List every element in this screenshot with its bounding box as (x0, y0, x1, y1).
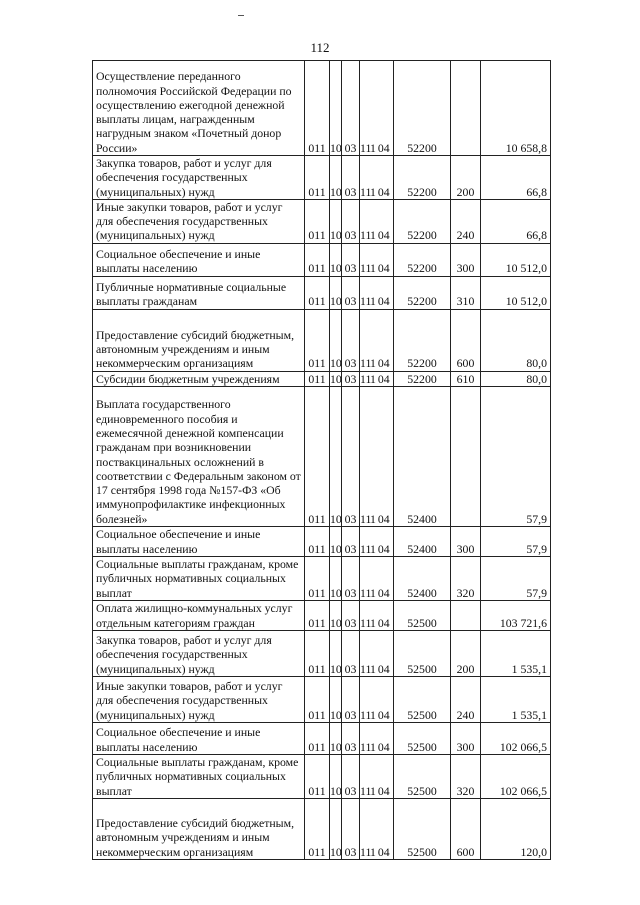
amount-value: 57,9 (481, 387, 551, 527)
table-row (93, 600, 551, 630)
expense-type-code: 300 (451, 243, 481, 276)
main-event-code: 04 (375, 722, 394, 754)
expense-type-code: 320 (451, 754, 481, 798)
row-name: Публичные нормативные социальные выплаты гражданам (93, 276, 305, 309)
ministry-code: 011 (305, 243, 330, 276)
program-number: 11 (360, 184, 372, 199)
direction-code: 52500 (394, 676, 451, 722)
table-row (93, 676, 551, 722)
row-name: Закупка товаров, работ и услуг для обеспечения государственных (муниципальных) нужд (93, 630, 305, 676)
subsection-code: 03 (342, 387, 360, 527)
main-event-code: 04 (375, 527, 394, 557)
table-row (93, 61, 551, 156)
row-name: Осуществление переданного полномочия Российской Федерации по осуществлению ежегодной денежной выплаты лицам, награжденным нагрудным знаком «Почетный донор России» (93, 61, 305, 156)
row-name: Иные закупки товаров, работ и услуг для обеспечения государственных (муниципальных) нужд (93, 676, 305, 722)
program-code (360, 199, 375, 243)
subsection-code: 03 (342, 600, 360, 630)
section-code: 10 (330, 371, 342, 386)
table-row (93, 243, 551, 276)
amount-value: 66,8 (481, 199, 551, 243)
top-dash-mark (238, 15, 244, 16)
main-event-code: 04 (375, 387, 394, 527)
amount-value: 120,0 (481, 798, 551, 859)
program-number: 11 (360, 844, 372, 859)
row-name: Социальное обеспечение и иные выплаты населению (93, 722, 305, 754)
section-code: 10 (330, 722, 342, 754)
program-code (360, 387, 375, 527)
ministry-code: 011 (305, 199, 330, 243)
amount-value: 10 512,0 (481, 276, 551, 309)
main-event-code: 04 (375, 798, 394, 859)
expense-type-code (451, 61, 481, 156)
ministry-code: 011 (305, 754, 330, 798)
ministry-code: 011 (305, 798, 330, 859)
subsection-code: 03 (342, 630, 360, 676)
program-code (360, 156, 375, 200)
program-number: 11 (360, 356, 372, 371)
expense-type-code: 240 (451, 676, 481, 722)
amount-value: 10 658,8 (481, 61, 551, 156)
direction-code: 52200 (394, 276, 451, 309)
subprogram-number: 1 (370, 783, 376, 798)
main-event-code: 04 (375, 156, 394, 200)
table-row (93, 527, 551, 557)
program-code (360, 630, 375, 676)
direction-code: 52200 (394, 243, 451, 276)
amount-value: 80,0 (481, 371, 551, 386)
main-event-code: 04 (375, 61, 394, 156)
program-number: 11 (360, 541, 372, 556)
ministry-code: 011 (305, 371, 330, 386)
row-name: Иные закупки товаров, работ и услуг для обеспечения государственных (муниципальных) нужд (93, 199, 305, 243)
program-number: 11 (360, 228, 372, 243)
main-event-code: 04 (375, 199, 394, 243)
amount-value: 57,9 (481, 527, 551, 557)
section-code: 10 (330, 276, 342, 309)
program-number: 11 (360, 371, 372, 386)
row-name: Социальное обеспечение и иные выплаты населению (93, 243, 305, 276)
direction-code: 52200 (394, 199, 451, 243)
row-name: Выплата государственного единовременного пособия и ежемесячной денежной компенсации гражданам при возникновении поствакцинальных осложнений в соответствии с Федеральным законом от 17 сентября 1998 года №157-ФЗ «Об иммунопрофилактике инфекционных болезней» (93, 387, 305, 527)
subprogram-number: 1 (370, 261, 376, 276)
direction-code: 52400 (394, 557, 451, 601)
row-name: Социальные выплаты гражданам, кроме публичных нормативных социальных выплат (93, 557, 305, 601)
subprogram-number: 1 (370, 585, 376, 600)
table-row (93, 387, 551, 527)
program-code (360, 527, 375, 557)
program-number: 11 (360, 585, 372, 600)
table-row (93, 722, 551, 754)
direction-code: 52500 (394, 630, 451, 676)
table-row (93, 199, 551, 243)
amount-value: 102 066,5 (481, 754, 551, 798)
section-code: 10 (330, 754, 342, 798)
row-name: Предоставление субсидий бюджетным, автономным учреждениям и иным некоммерческим организациям (93, 798, 305, 859)
section-code: 10 (330, 309, 342, 371)
expense-type-code: 240 (451, 199, 481, 243)
amount-value: 57,9 (481, 557, 551, 601)
table-row (93, 371, 551, 386)
subsection-code: 03 (342, 61, 360, 156)
program-number: 11 (360, 661, 372, 676)
subsection-code: 03 (342, 676, 360, 722)
table-row (93, 276, 551, 309)
program-code (360, 722, 375, 754)
subsection-code: 03 (342, 754, 360, 798)
expense-type-code: 200 (451, 630, 481, 676)
subprogram-number: 1 (370, 511, 376, 526)
subprogram-number: 1 (370, 661, 376, 676)
amount-value: 103 721,6 (481, 600, 551, 630)
amount-value: 102 066,5 (481, 722, 551, 754)
subprogram-number: 1 (370, 615, 376, 630)
direction-code: 52500 (394, 754, 451, 798)
subsection-code: 03 (342, 243, 360, 276)
subprogram-number: 1 (370, 739, 376, 754)
expense-type-code: 600 (451, 798, 481, 859)
program-code (360, 276, 375, 309)
section-code: 10 (330, 199, 342, 243)
program-code (360, 676, 375, 722)
expense-type-code: 610 (451, 371, 481, 386)
program-code (360, 798, 375, 859)
program-number: 11 (360, 707, 372, 722)
program-code (360, 600, 375, 630)
program-number: 11 (360, 294, 372, 309)
subprogram-number: 1 (370, 356, 376, 371)
direction-code: 52400 (394, 387, 451, 527)
program-code (360, 371, 375, 386)
main-event-code: 04 (375, 754, 394, 798)
amount-value: 66,8 (481, 156, 551, 200)
subsection-code: 03 (342, 371, 360, 386)
section-code: 10 (330, 557, 342, 601)
main-event-code: 04 (375, 676, 394, 722)
row-name: Оплата жилищно-коммунальных услуг отдельным категориям граждан (93, 600, 305, 630)
ministry-code: 011 (305, 61, 330, 156)
expense-type-code (451, 387, 481, 527)
main-event-code: 04 (375, 276, 394, 309)
subsection-code: 03 (342, 199, 360, 243)
row-name: Предоставление субсидий бюджетным, автономным учреждениям и иным некоммерческим организациям (93, 309, 305, 371)
main-event-code: 04 (375, 557, 394, 601)
ministry-code: 011 (305, 276, 330, 309)
section-code: 10 (330, 61, 342, 156)
expense-type-code: 310 (451, 276, 481, 309)
row-name: Закупка товаров, работ и услуг для обеспечения государственных (муниципальных) нужд (93, 156, 305, 200)
program-number: 11 (360, 261, 372, 276)
expense-type-code: 300 (451, 722, 481, 754)
program-code (360, 61, 375, 156)
main-event-code: 04 (375, 309, 394, 371)
main-event-code: 04 (375, 600, 394, 630)
subsection-code: 03 (342, 722, 360, 754)
table-row (93, 557, 551, 601)
main-event-code: 04 (375, 243, 394, 276)
program-code (360, 754, 375, 798)
table-row (93, 156, 551, 200)
program-number: 11 (360, 739, 372, 754)
section-code: 10 (330, 600, 342, 630)
section-code: 10 (330, 156, 342, 200)
program-number: 11 (360, 615, 372, 630)
ministry-code: 011 (305, 557, 330, 601)
subsection-code: 03 (342, 309, 360, 371)
ministry-code: 011 (305, 722, 330, 754)
amount-value: 1 535,1 (481, 630, 551, 676)
direction-code: 52400 (394, 527, 451, 557)
direction-code: 52200 (394, 309, 451, 371)
direction-code: 52500 (394, 600, 451, 630)
direction-code: 52200 (394, 61, 451, 156)
expense-type-code: 300 (451, 527, 481, 557)
program-number: 11 (360, 783, 372, 798)
direction-code: 52200 (394, 156, 451, 200)
section-code: 10 (330, 527, 342, 557)
subprogram-number: 1 (370, 184, 376, 199)
ministry-code: 011 (305, 309, 330, 371)
expense-type-code: 200 (451, 156, 481, 200)
ministry-code: 011 (305, 600, 330, 630)
section-code: 10 (330, 676, 342, 722)
direction-code: 52500 (394, 798, 451, 859)
subprogram-number: 1 (370, 541, 376, 556)
program-code (360, 557, 375, 601)
amount-value: 80,0 (481, 309, 551, 371)
subprogram-number: 1 (370, 228, 376, 243)
subsection-code: 03 (342, 798, 360, 859)
amount-value: 1 535,1 (481, 676, 551, 722)
table-row (93, 630, 551, 676)
section-code: 10 (330, 798, 342, 859)
ministry-code: 011 (305, 676, 330, 722)
subsection-code: 03 (342, 276, 360, 309)
section-code: 10 (330, 387, 342, 527)
subsection-code: 03 (342, 557, 360, 601)
subsection-code: 03 (342, 527, 360, 557)
table-row (93, 798, 551, 859)
subprogram-number: 1 (370, 844, 376, 859)
subprogram-number: 1 (370, 294, 376, 309)
ministry-code: 011 (305, 630, 330, 676)
ministry-code: 011 (305, 156, 330, 200)
program-number: 11 (360, 511, 372, 526)
table-row (93, 754, 551, 798)
subprogram-number: 1 (370, 371, 376, 386)
direction-code: 52500 (394, 722, 451, 754)
direction-code: 52200 (394, 371, 451, 386)
program-number: 11 (360, 140, 372, 155)
subsection-code: 03 (342, 156, 360, 200)
program-code (360, 243, 375, 276)
ministry-code: 011 (305, 527, 330, 557)
expense-type-code: 600 (451, 309, 481, 371)
row-name: Субсидии бюджетным учреждениям (93, 371, 305, 386)
section-code: 10 (330, 630, 342, 676)
program-code (360, 309, 375, 371)
section-code: 10 (330, 243, 342, 276)
subprogram-number: 1 (370, 140, 376, 155)
main-event-code: 04 (375, 630, 394, 676)
subprogram-number: 1 (370, 707, 376, 722)
ministry-code: 011 (305, 387, 330, 527)
budget-table (92, 60, 551, 860)
table-row (93, 309, 551, 371)
row-name: Социальные выплаты гражданам, кроме публичных нормативных социальных выплат (93, 754, 305, 798)
page-number: 112 (310, 40, 330, 55)
expense-type-code (451, 600, 481, 630)
amount-value: 10 512,0 (481, 243, 551, 276)
main-event-code: 04 (375, 371, 394, 386)
row-name: Социальное обеспечение и иные выплаты населению (93, 527, 305, 557)
expense-type-code: 320 (451, 557, 481, 601)
